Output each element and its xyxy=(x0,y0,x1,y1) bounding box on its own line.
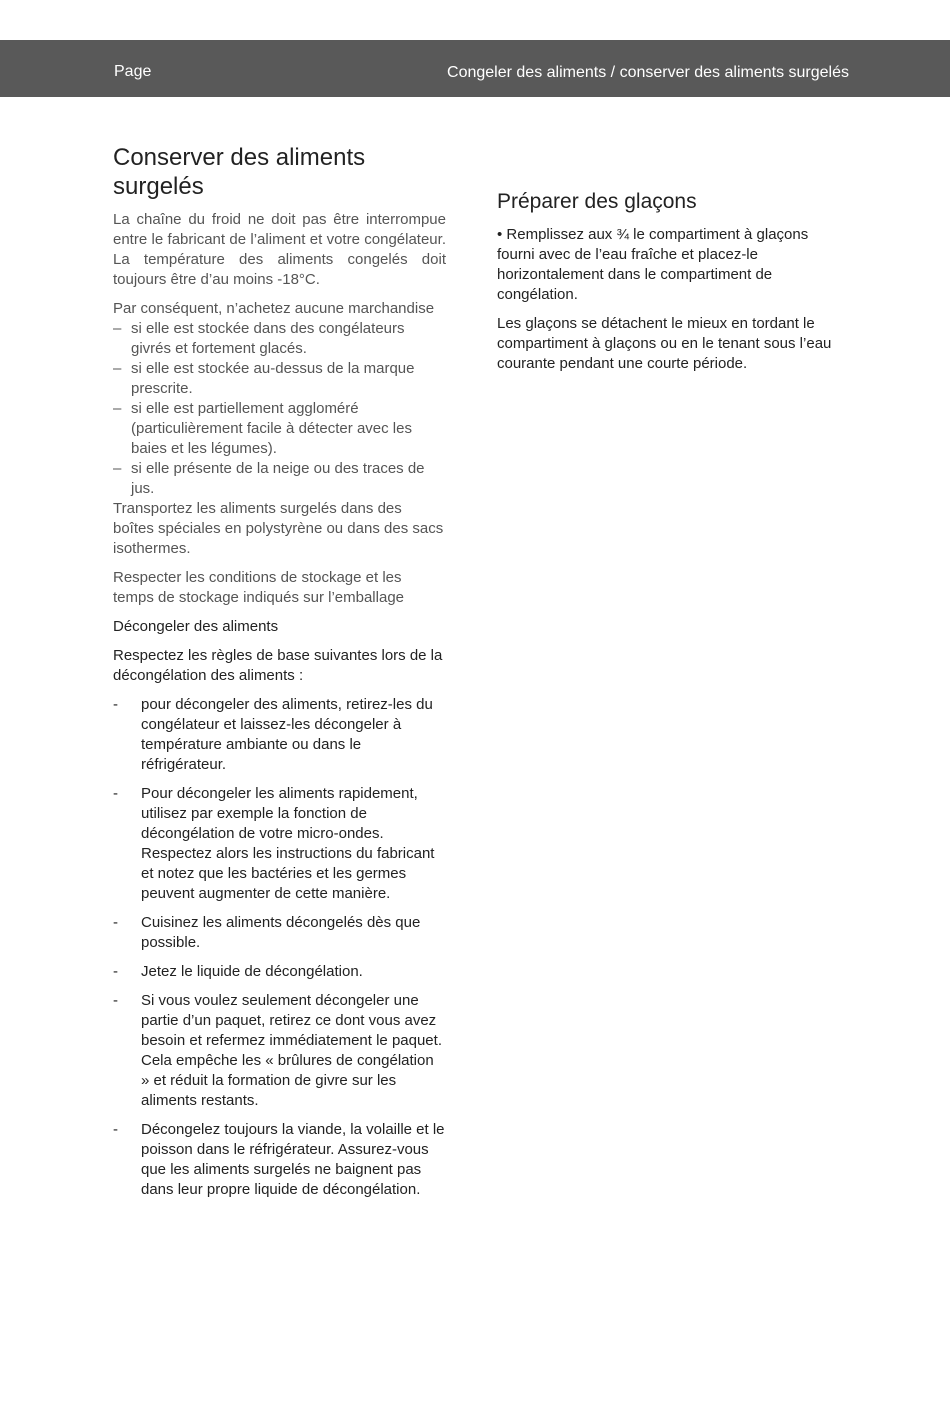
dash-marker: – xyxy=(113,360,122,377)
thaw-intro: Respectez les règles de base suivantes lors de la décongélation des aliments : xyxy=(113,647,443,684)
purchase-list xyxy=(113,319,446,499)
dash-marker: – xyxy=(113,320,122,337)
page-header xyxy=(0,40,950,97)
hyphen-marker: - xyxy=(113,992,118,1009)
list-item xyxy=(113,359,446,399)
thaw-heading: Décongeler des aliments xyxy=(113,618,279,635)
left-column xyxy=(113,143,446,1209)
list-item-text: si elle présente de la neige ou des traces de jus. xyxy=(131,460,425,497)
list-item-text: si elle est partiellement aggloméré (particulièrement facile à détecter avec les baies et les légumes). xyxy=(131,400,412,457)
intro-paragraph: La chaîne du froid ne doit pas être interrompue entre le fabricant de l’aliment et votre congélateur. La température des aliments congelés doit toujours être d’au moins -18°C. xyxy=(113,211,446,288)
ice-cube-tip: Les glaçons se détachent le mieux en tordant le compartiment à glaçons ou en le tenant sous l’eau courante pendant une courte période. xyxy=(497,315,832,372)
list-item-text: pour décongeler des aliments, retirez-les du congélateur et laissez-les décongeler à température ambiante ou dans le réfrigérateur. xyxy=(141,696,433,773)
thaw-list xyxy=(113,695,446,1200)
storage-paragraph: Respecter les conditions de stockage et les temps de stockage indiqués sur l’emballage xyxy=(113,569,404,606)
dash-marker: – xyxy=(113,460,122,477)
list-item xyxy=(113,991,446,1111)
hyphen-marker: - xyxy=(113,785,118,802)
ice-cube-instruction: • Remplissez aux ¾ le compartiment à glaçons fourni avec de l’eau fraîche et placez-le horizontalement dans le compartiment de congélation. xyxy=(497,226,809,303)
list-item xyxy=(113,784,446,904)
list-item-text: Pour décongeler les aliments rapidement, utilisez par exemple la fonction de décongélation de votre micro-ondes. Respectez alors les instructions du fabricant et notez que les bactéries et les germes peuvent augmenter de cette manière. xyxy=(141,785,435,902)
main-heading: Conserver des aliments surgelés xyxy=(113,144,366,200)
list-item-text: Décongelez toujours la viande, la volaille et le poisson dans le réfrigérateur. Assurez-vous que les aliments surgelés ne baignent pas dans leur propre liquide de décongélation. xyxy=(141,1121,445,1198)
list-item-text: si elle est stockée au-dessus de la marque prescrite. xyxy=(131,360,415,397)
list-item xyxy=(113,962,446,982)
list-item-text: si elle est stockée dans des congélateurs givrés et fortement glacés. xyxy=(131,320,405,357)
hyphen-marker: - xyxy=(113,696,118,713)
list-item xyxy=(113,913,446,953)
list-item xyxy=(113,319,446,359)
purchase-intro: Par conséquent, n’achetez aucune marchandise xyxy=(113,300,435,317)
ice-cube-heading: Préparer des glaçons xyxy=(497,190,697,213)
list-item xyxy=(113,399,446,459)
hyphen-marker: - xyxy=(113,914,118,931)
right-column xyxy=(497,188,837,374)
transport-paragraph: Transportez les aliments surgelés dans des boîtes spéciales en polystyrène ou dans des sacs isothermes. xyxy=(113,500,444,557)
list-item xyxy=(113,1120,446,1200)
list-item-text: Jetez le liquide de décongélation. xyxy=(141,963,363,980)
section-title: Congeler des aliments / conserver des aliments surgelés xyxy=(447,64,849,81)
list-item xyxy=(113,695,446,775)
list-item xyxy=(113,459,446,499)
list-item-text: Si vous voulez seulement décongeler une partie d’un paquet, retirez ce dont vous avez besoin et refermez immédiatement le paquet. Cela empêche les « brûlures de congélation » et réduit la formation de givre sur les aliments restants. xyxy=(141,992,442,1109)
hyphen-marker: - xyxy=(113,1121,118,1138)
list-item-text: Cuisinez les aliments décongelés dès que possible. xyxy=(141,914,421,951)
hyphen-marker: - xyxy=(113,963,118,980)
dash-marker: – xyxy=(113,400,122,417)
page-label: Page xyxy=(114,63,152,80)
